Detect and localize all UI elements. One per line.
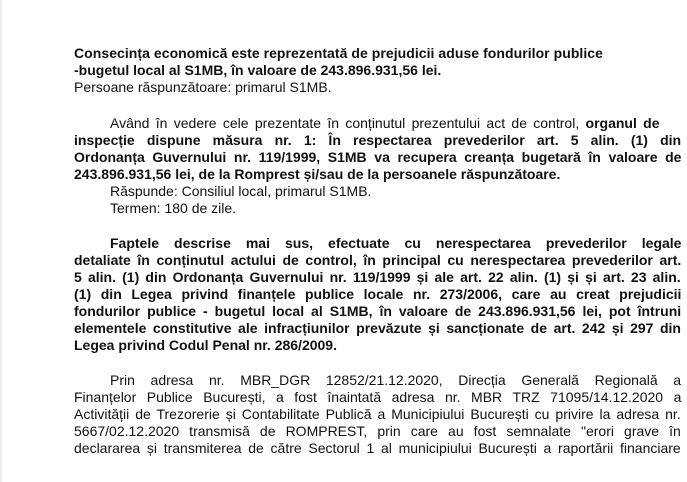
paragraph-4-line-1: Prin adresa nr. MBR_DGR 12852/21.12.2020, Direcția Generală Regională a — [110, 372, 682, 388]
paragraph-3-line-5: fondurilor publice - bugetul local al S1MB, în valoare de 243.896.931,56 lei, pot întruni — [74, 303, 682, 319]
paragraph-4-line-4: 5667/02.12.2020 transmisă de ROMPREST, prin care au fost semnalate "erori grave în — [74, 423, 681, 439]
paragraph-3-line-3: 5 alin. (1) din Ordonanța Guvernului nr. 119/1999 și ale art. 22 alin. (1) și și art. 23 alin. — [74, 269, 681, 285]
paragraph-2-line-1-bold: organul de — [585, 115, 660, 131]
paragraph-1-line-2: -bugetul local al S1MB, în valoare de 243.896.931,56 lei. — [74, 62, 442, 78]
paragraph-2-line-1-normal: Având în vedere cele prezentate în conținutul prezentului act de control, — [110, 115, 580, 131]
paragraph-2-line-4: 243.896.931,56 lei, de la Romprest și/sau de la persoanele răspunzătoare. — [74, 166, 561, 182]
paragraph-2-line-2: inspecție dispune măsura nr. 1: În respectarea prevederilor art. 5 alin. (1) din — [74, 132, 682, 148]
paragraph-3-line-1: Faptele descrise mai sus, efectuate cu nerespectarea prevederilor legale — [110, 235, 682, 251]
paragraph-3-line-7: Legea privind Codul Penal nr. 286/2009. — [74, 337, 337, 353]
responds-line: Răspunde: Consiliul local, primarul S1MB. — [110, 183, 372, 199]
paragraph-4-line-2: Finanțelor Publice București, a fost înaintată adresa nr. MBR TRZ 71095/14.12.2020 a — [74, 389, 682, 405]
page-edge-shadow — [0, 0, 3, 482]
paragraph-3-line-4: (1) din Legea privind finanțele publice locale nr. 273/2006, care au creat prejudicii — [74, 286, 682, 302]
paragraph-3-line-2: detaliate în conținutul actului de control, în principal cu nerespectarea prevederilor art. — [74, 252, 682, 268]
paragraph-4-line-3: Activității de Trezorerie și Contabilitate Publică a Municipiului București cu privire la adresa nr. — [74, 406, 681, 422]
paragraph-2-line-1 — [110, 115, 660, 132]
paragraph-3-line-6: elementele constitutive ale infracțiunilor prevăzute și sancționate de art. 242 și 297 din — [74, 320, 681, 336]
paragraph-4-line-5: declararea și transmiterea de către Sectorul 1 al municipiului București a raportării financiare — [74, 440, 681, 456]
paragraph-2-line-3: Ordonanța Guvernului nr. 119/1999, S1MB va recupera creanța bugetară în valoare de — [74, 149, 682, 165]
responsible-persons: Persoane răspunzătoare: primarul S1MB. — [74, 79, 332, 95]
deadline-line: Termen: 180 de zile. — [110, 200, 237, 216]
paragraph-1-line-1: Consecința economică este reprezentată de prejudicii aduse fondurilor publice — [74, 45, 603, 61]
